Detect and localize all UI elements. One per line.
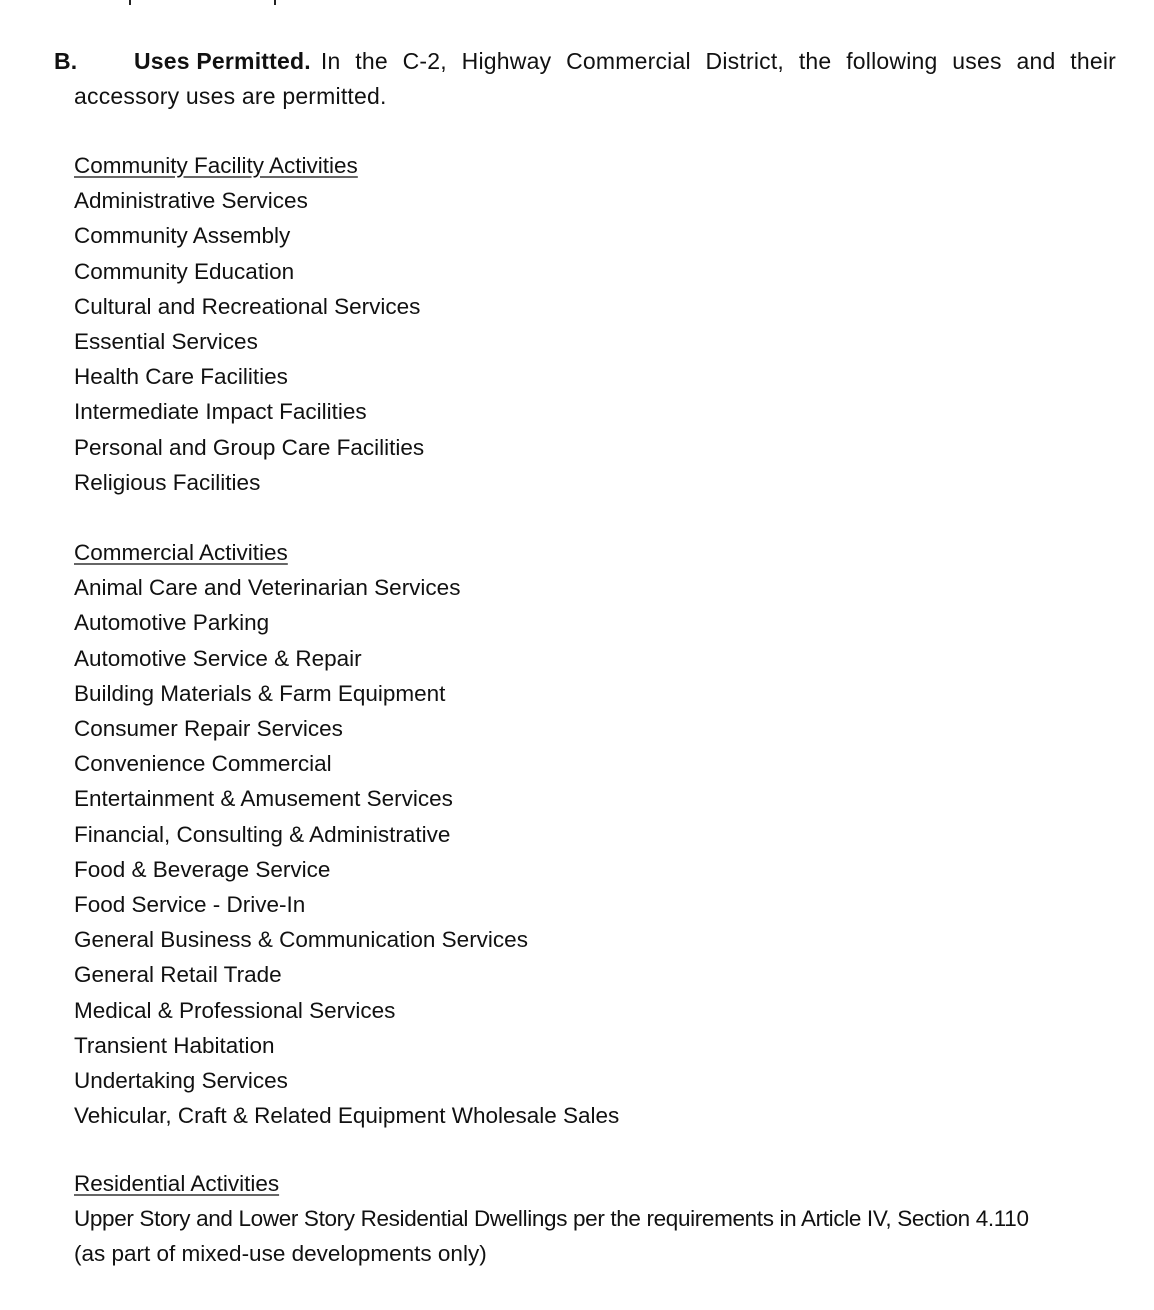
list-item: Personal and Group Care Facilities [74, 434, 425, 460]
residential-activities-section [74, 1166, 1119, 1272]
paragraph-text-line2: accessory uses are permitted. [74, 83, 387, 109]
list-item: Food & Beverage Service [74, 856, 331, 882]
section-heading: Commercial Activities [74, 540, 288, 565]
paragraph-heading: Uses Permitted. [134, 48, 311, 74]
section-heading: Residential Activities [74, 1171, 280, 1196]
clipped-text-fragment [129, 0, 131, 5]
list-item: Medical & Professional Services [74, 997, 396, 1023]
list-item: Entertainment & Amusement Services [74, 786, 453, 812]
list-item: Consumer Repair Services [74, 716, 343, 742]
list-item: Intermediate Impact Facilities [74, 399, 367, 425]
list-item: Financial, Consulting & Administrative [74, 821, 451, 847]
list-item: Building Materials & Farm Equipment [74, 680, 446, 706]
list-item: Undertaking Services [74, 1068, 288, 1094]
residential-item-line2: (as part of mixed-use developments only) [74, 1241, 487, 1267]
list-item: Religious Facilities [74, 469, 261, 495]
paragraph-label: B. [54, 48, 78, 74]
list-item: Animal Care and Veterinarian Services [74, 575, 461, 601]
uses-permitted-paragraph [54, 44, 1116, 114]
residential-item-line1: Upper Story and Lower Story Residential Dwellings per the requirements in Article IV, Section 4.110 [74, 1206, 1029, 1232]
community-facility-section [74, 148, 424, 500]
list-item: Convenience Commercial [74, 751, 332, 777]
list-item: Transient Habitation [74, 1032, 275, 1058]
list-item: Health Care Facilities [74, 364, 288, 390]
list-item: Automotive Service & Repair [74, 645, 362, 671]
list-item: General Business & Communication Services [74, 927, 528, 953]
list-item: Community Education [74, 258, 295, 284]
paragraph-text-line1: In the C-2, Highway Commercial District, the following uses and their [320, 48, 1116, 74]
list-item: Administrative Services [74, 188, 308, 214]
commercial-activities-section [74, 535, 619, 1133]
list-item: Automotive Parking [74, 610, 270, 636]
list-item: Community Assembly [74, 223, 291, 249]
list-item: General Retail Trade [74, 962, 282, 988]
list-item: Cultural and Recreational Services [74, 293, 421, 319]
list-item: Food Service - Drive-In [74, 892, 306, 918]
list-item: Essential Services [74, 329, 258, 355]
list-item: Vehicular, Craft & Related Equipment Wholesale Sales [74, 1103, 620, 1129]
section-heading: Community Facility Activities [74, 153, 358, 178]
clipped-text-fragment [274, 0, 276, 5]
